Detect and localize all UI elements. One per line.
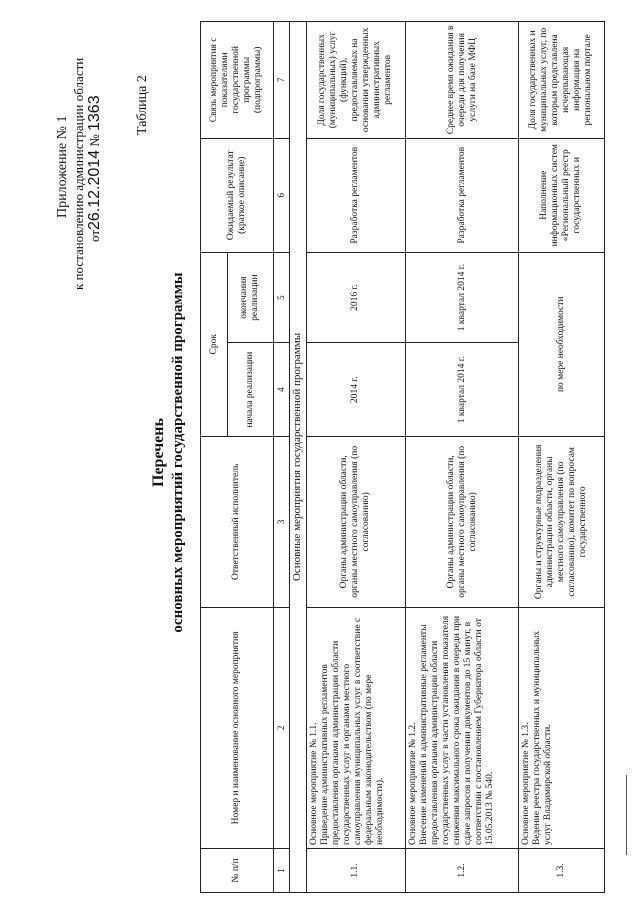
- col-header-num: № п/п: [201, 848, 274, 892]
- col-number: 5: [273, 252, 289, 343]
- row-executor: Органы администрации области, органы местного самоуправления (по согласованию): [306, 436, 405, 607]
- measure-desc: Приведение административных регламентов предоставления органами администрации области государственных услуг и органами местного самоуправления муниципальных услуг в соответствие с федеральным законодательством (по мере необходимости).: [319, 617, 385, 845]
- row-num: 1.1.: [306, 848, 405, 892]
- row-name: [406, 607, 519, 848]
- col-header-name: Номер и наименование основного мероприятия: [201, 607, 274, 848]
- row-start: 2014 г.: [306, 343, 405, 436]
- col-header-executor: Ответственный исполнитель: [201, 436, 274, 607]
- decree-date: 26.12.2014: [86, 149, 103, 230]
- row-link: Среднее время ожидания в очереди для получения услуги на базе МФЦ: [406, 22, 519, 139]
- table-row: [518, 22, 604, 893]
- measures-table: [200, 21, 605, 893]
- date-prefix: от: [87, 229, 102, 242]
- row-end: 1 квартал 2014 г.: [406, 252, 519, 343]
- row-term: по мере необходимости: [518, 252, 604, 436]
- col-number: 7: [273, 22, 289, 139]
- column-number-row: [273, 22, 289, 893]
- row-result: Разработка регламентов: [306, 138, 405, 252]
- col-number: 6: [273, 138, 289, 252]
- measure-title: Основное мероприятие № 1.2.: [408, 722, 419, 845]
- row-name: [518, 607, 604, 848]
- appendix-title: Приложение № 1: [55, 115, 70, 218]
- col-header-term: Срок: [201, 252, 228, 436]
- table-header-row: [201, 22, 228, 893]
- measure-desc: Ведение реестра государственных и муниципальных услуг Владимирской области.: [531, 630, 553, 845]
- row-start: 1 квартал 2014 г.: [406, 343, 519, 436]
- row-num: 1.3.: [518, 848, 604, 892]
- document-subtitle: основных мероприятий государственной программы: [170, 272, 186, 633]
- bottom-rule: [626, 775, 627, 855]
- row-num: 1.2.: [406, 848, 519, 892]
- decree-number: 1363: [86, 95, 103, 131]
- table-label: Таблица 2: [135, 75, 150, 135]
- col-number: 1: [273, 848, 289, 892]
- col-header-link: Связь мероприятия с показателями государственной программы (подпрограммы): [201, 22, 274, 139]
- col-header-result: Ожидаемый результат (краткое описание): [201, 138, 274, 252]
- section-row: [289, 22, 306, 893]
- number-prefix: №: [87, 134, 102, 147]
- col-header-start: начала реализации: [228, 343, 274, 436]
- row-executor: Органы администрации области, органы местного самоуправления (по согласованию): [406, 436, 519, 607]
- col-number: 2: [273, 607, 289, 848]
- table-row: [406, 22, 519, 893]
- row-result: Наполнение информационных систем «Региональный реестр государственных и: [518, 138, 604, 252]
- table-row: [306, 22, 405, 893]
- row-link: Доля государственных и муниципальных услуг, по которым представлена исчерпывающая информация на региональном портале: [518, 22, 604, 139]
- appendix-ref: к постановлению администрации области: [71, 57, 86, 290]
- col-number: 3: [273, 436, 289, 607]
- measure-desc: Внесение изменений в административные регламенты предоставления органами администрации области государственных услуг в части установления показателя снижения максимального срока ожидания в очереди при сдаче запросов и получении документов до 15 минут, в соответствии с постановлением Губернатора области от 15.05.2013 № 540.: [419, 615, 496, 845]
- section-title: Основные мероприятия государственной программы: [289, 22, 306, 893]
- row-executor: Органы и структурные подразделения администрации области, органы местного самоуправления (по согласованию), комитет по вопросам государственного: [518, 436, 604, 607]
- row-result: Разработка регламентов: [406, 138, 519, 252]
- col-number: 4: [273, 343, 289, 436]
- row-name: [306, 607, 405, 848]
- col-header-end: окончания реализации: [228, 252, 274, 343]
- row-end: 2016 г.: [306, 252, 405, 343]
- measure-title: Основное мероприятие № 1.3.: [520, 722, 531, 845]
- measure-title: Основное мероприятие № 1.1.: [308, 722, 319, 845]
- document-title: Перечень: [150, 418, 167, 487]
- appendix-block: [55, 50, 103, 290]
- appendix-date-line: [87, 50, 103, 290]
- row-link: Доля государственных (муниципальных) услуг (функций), предоставляемых на основании утвержденных административных регламентов: [306, 22, 405, 139]
